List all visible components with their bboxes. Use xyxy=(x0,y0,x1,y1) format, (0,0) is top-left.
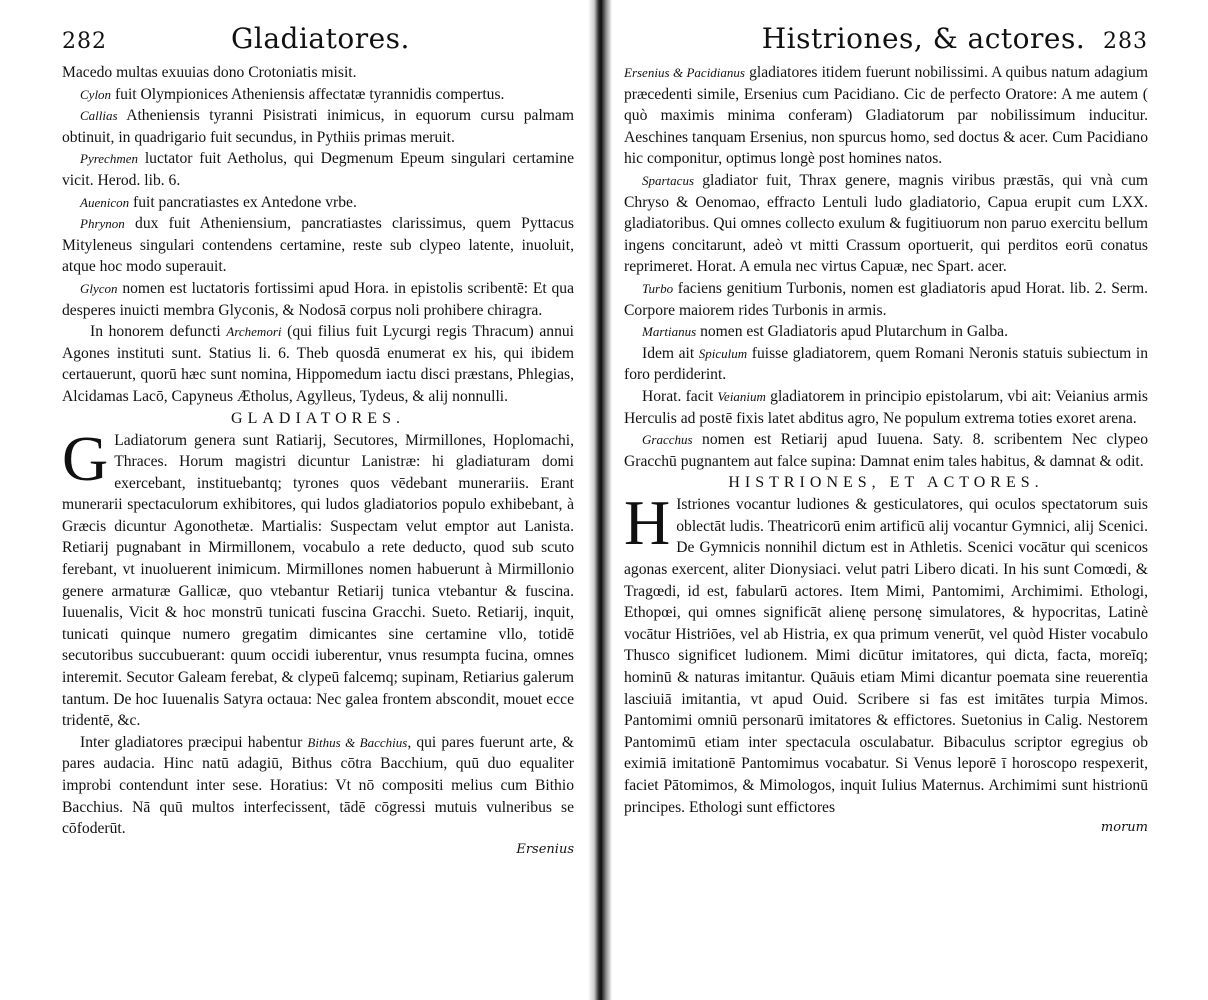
entry-name: Martianus xyxy=(642,324,697,340)
right-body xyxy=(624,62,1148,835)
drop-cap: G xyxy=(62,422,109,494)
entry-text: fuit pancratiastes ex Antedone vrbe. xyxy=(133,193,357,211)
entry-gracchus xyxy=(624,429,1148,472)
entry-archemori xyxy=(62,321,574,407)
entry-name: Archemori xyxy=(226,324,282,340)
entry-callias xyxy=(62,105,574,148)
entry-text: (qui filius fuit Lycurgi regis Thracum) annui Agones instituti sunt. Statius li. 6. Theb quosdā enumerat ex his, qui ibidem certauerunt, quorū hæc sunt nomina, Hippomedum iactu disci præstans, Phlegias, Alcidamas Lacō, Capyneus Ætholus, Agylleus, Tydeus, & alij nonnulli. xyxy=(62,323,575,405)
entry-name: Gracchus xyxy=(642,432,693,448)
entry-text: gladiatores itidem fuerunt nobilissimi. A quibus natum adagium præcedenti simile, Ersenius cum Pacidiano. Cic de perfecto Oratore: A me autem ( quò maximis minima conferam) Gladiatorum par nobilissimum inducitur. Aeschines tanquam Ersenius, non spurcus homo, sed doctus & acer. Cum Pacidiano hic componitur, optimus longè post homines natos. xyxy=(624,64,1148,168)
entry-text: nomen est luctatoris fortissimi apud Hora. in epistolis scribentē: Et qua desperes inuicti membra Glyconis, & Nodosā corpus noli prohibere chiragra. xyxy=(62,279,574,319)
entry-phrynon xyxy=(62,213,574,278)
entry-text-before: Horat. facit xyxy=(642,387,714,405)
right-running-head: Histriones, & actores. xyxy=(761,22,1086,55)
section-title-histriones: HISTRIONES, ET ACTORES. xyxy=(728,474,1044,492)
entry-name: Bithus & Bacchius xyxy=(307,734,408,750)
left-header xyxy=(62,22,574,56)
entry-turbo xyxy=(624,278,1148,321)
entry-glycon xyxy=(62,278,574,321)
entry-text: nomen est Retiarij apud Iuuena. Saty. 8. scribentem Nec clypeo Gracchū pugnantem aut falce supina: Damnat enim tales habitus, & damnat & odit. xyxy=(624,431,1149,470)
right-catchword: morum xyxy=(1100,820,1148,836)
left-page-number: 282 xyxy=(62,29,107,54)
entry-bithus xyxy=(62,732,574,840)
entry-martianus xyxy=(624,321,1148,343)
paragraph-text: Macedo multas exuuias dono Crotoniatis misit. xyxy=(62,64,357,81)
paragraph-gladiatores xyxy=(62,422,574,732)
entry-name: Glycon xyxy=(80,280,118,296)
entry-name: Spartacus xyxy=(642,172,694,188)
paragraph-text: Istriones vocantur ludiones & gesticulatores, qui oculos spectatorum suis oblectāt ludis. Theatricorū enim artificū alij vocantur Gymnici, alij Scenici. De Gymnicis nonnihil dictum est in Athletis. Scenici vocātur qui scenicos agonas exercent, aliter Dionysiaci. velut patri Libero dicati. In his sunt Comœdi, & Tragœdi, id est, fabularū actores. Item Mimi, Pantomimi, Archimimi. Ethologi, Ethopœi, qui omnes significāt alienę personę simulatores, & hypocritas, Latinè vocātur Histriōes, vel ab Histria, ex qua primum venerūt, vel quòd Hister vocabulo Thusco significet ludionem. Mimi dicūtur imitatores, qui dicta, facta, moreīq; hominū & naturas imitantur. Quāuis etiam Mimi dicantur poemata sine reuerentia lasciuiā imitantia, vt apud Ouid. Scribere si fas est imitātes turpia Mimos. Pantomimi omniū personarū imitatores & effictores. Suetonius in Calig. Nestorem Pantomimū etiam inter spectacula osculabatur. Bibaculus scriptor egregius ob eximiā imitationē Pantomimus vocabatur. Si Venus leporē ī horoscopo respexerit, faciet Pātomimos, & Mimologos, inquit Iulius Maternus. Archimimi sunt histrionū principes. Ethologi sunt effictores xyxy=(624,496,1148,816)
left-catchword: Ersenius xyxy=(516,841,574,857)
entry-spiculum xyxy=(624,343,1148,386)
entry-text: gladiator fuit, Thrax genere, magnis viribus præstās, qui vnà cum Chryso & Oenomao, effracto Lentuli ludo gladiatorio, Capua erupit cum LXX. gladiatoribus. Qui omnes collecto exulum & fugitiuorum non paruo exercitu bellum ingens concitarunt, adeò vt mitti Crassum oportuerit, qui perditos eorū conatus reprimeret. Horat. A emula nec virtus Capuæ, nec Spart. acer. xyxy=(624,171,1148,276)
entry-auenicon xyxy=(62,192,574,214)
section-title-gladiatores: GLADIATORES. xyxy=(231,409,405,427)
right-header xyxy=(624,22,1148,56)
entry-text: Atheniensis tyranni Pisistrati inimicus, in equorum cursu palmam obtinuit, in quadrigario fuit secundus, in Pythiis primas meruit. xyxy=(62,107,574,146)
entry-name: Ersenius & Pacidianus xyxy=(624,65,745,80)
entry-text: luctator fuit Aetholus, qui Degmenum Epeum singulari certamine vicit. Herod. lib. 6. xyxy=(62,150,574,189)
entry-text: gladiatorem in principio epistolarum, vbi ait: Veianius armis Herculis ad postē fixis latet abditus agro, Ne populum extrema toties exoret arena. xyxy=(624,387,1148,427)
entry-name: Pyrechmen xyxy=(80,151,138,167)
entry-text: faciens genitium Turbonis, nomen est gladiatoris apud Horat. lib. 2. Serm. Corpore maiorem rides Turbonis in armis. xyxy=(624,279,1149,319)
paragraph-text: Ladiatorum genera sunt Ratiarij, Secutores, Mirmillones, Hoplomachi, Thraces. Horum magistri dicuntur Lanistræ: hi gladiaturam domi exercebant, instituebantq; tyrones quos vēdebant munerariis. Erant munerarii spectaculorum exhibitores, qui ludos gladiatorios populo exhibebant, à Græcis dicuntur Agonothetæ. Martialis: Suspectam velut emptor aut Lanista. Retiarij pugnabant in Mirmillonem, vocabulo a rete deducto, quod sub scuto ferebant, vt inuoluerent inimicum. Mirmillones nomen habuerunt à Mirmillonio genere armaturæ Gallicæ, quo vtebantur Retiarij tunica vtebantur & fuscina. Iuuenalis, Vicit & hoc monstrū tunicati fuscina Gracchi. Sueto. Retiarij, inquit, tunicati quinque numero gregatim dimicantes sine certamine vllo, totidē secutoribus succubuerant: quum occidi iuberentur, vnus resumpta fucina, omnes interemit. Secutor Galeam ferebat, & clypeū falcemq; supinam, Retiarius galerum tantum. De hoc Iuuenalis Satyra octaua: Nec galea frontem abscondit, mouet ecce tridentē, &c. xyxy=(62,431,574,730)
entry-spartacus xyxy=(624,170,1148,278)
entry-name: Turbo xyxy=(642,280,674,296)
entry-name: Callias xyxy=(80,108,118,124)
right-page xyxy=(604,0,1208,1000)
entry-name: Veianium xyxy=(717,388,766,404)
entry-pyrechmen xyxy=(62,148,574,191)
entry-name: Auenicon xyxy=(80,194,130,210)
entry-name: Cylon xyxy=(80,86,112,102)
entry-text-before: In honorem defuncti xyxy=(90,323,221,341)
paragraph-macedo xyxy=(62,62,574,84)
entry-text: , qui pares fuerunt arte, & pares audacia. Hinc natū adagiū, Bithus cōtra Bacchium, quū duo equaliter improbi contendunt inter sese. Horatius: Vt nō compositi melius cum Bithio Bacchius. Nā quū multos interfecissent, tādē cōgressi mutuis vulneribus se cōfoderūt. xyxy=(62,733,574,838)
entry-text: fuit Olympionices Atheniensis affectatæ tyrannidis compertus. xyxy=(114,85,505,103)
left-running-head: Gladiatores. xyxy=(231,22,410,55)
entry-text-before: Inter gladiatores præcipui habentur xyxy=(80,733,303,751)
entry-name: Spiculum xyxy=(698,345,748,361)
left-page xyxy=(0,0,596,1000)
entry-text: dux fuit Atheniensium, pancratiastes clarissimus, quem Pyttacus Mityleneus singulari contendens certamine, reste sub clypeo latente, inuoluit, atque hoc modo superauit. xyxy=(62,215,574,276)
drop-cap: H xyxy=(624,487,671,559)
entry-text: fuisse gladiatorem, quem Romani Neronis statuis subiectum in foro perdiderint. xyxy=(624,344,1148,384)
entry-ersenius xyxy=(624,62,1148,170)
paragraph-histriones xyxy=(624,487,1148,818)
entry-text: nomen est Gladiatoris apud Plutarchum in Galba. xyxy=(700,323,1008,341)
entry-cylon xyxy=(62,84,574,106)
entry-veianium xyxy=(624,386,1148,429)
right-page-number: 283 xyxy=(1103,29,1148,54)
entry-text-before: Idem ait xyxy=(642,344,695,362)
entry-name: Phrynon xyxy=(80,216,125,232)
left-body xyxy=(62,62,574,857)
